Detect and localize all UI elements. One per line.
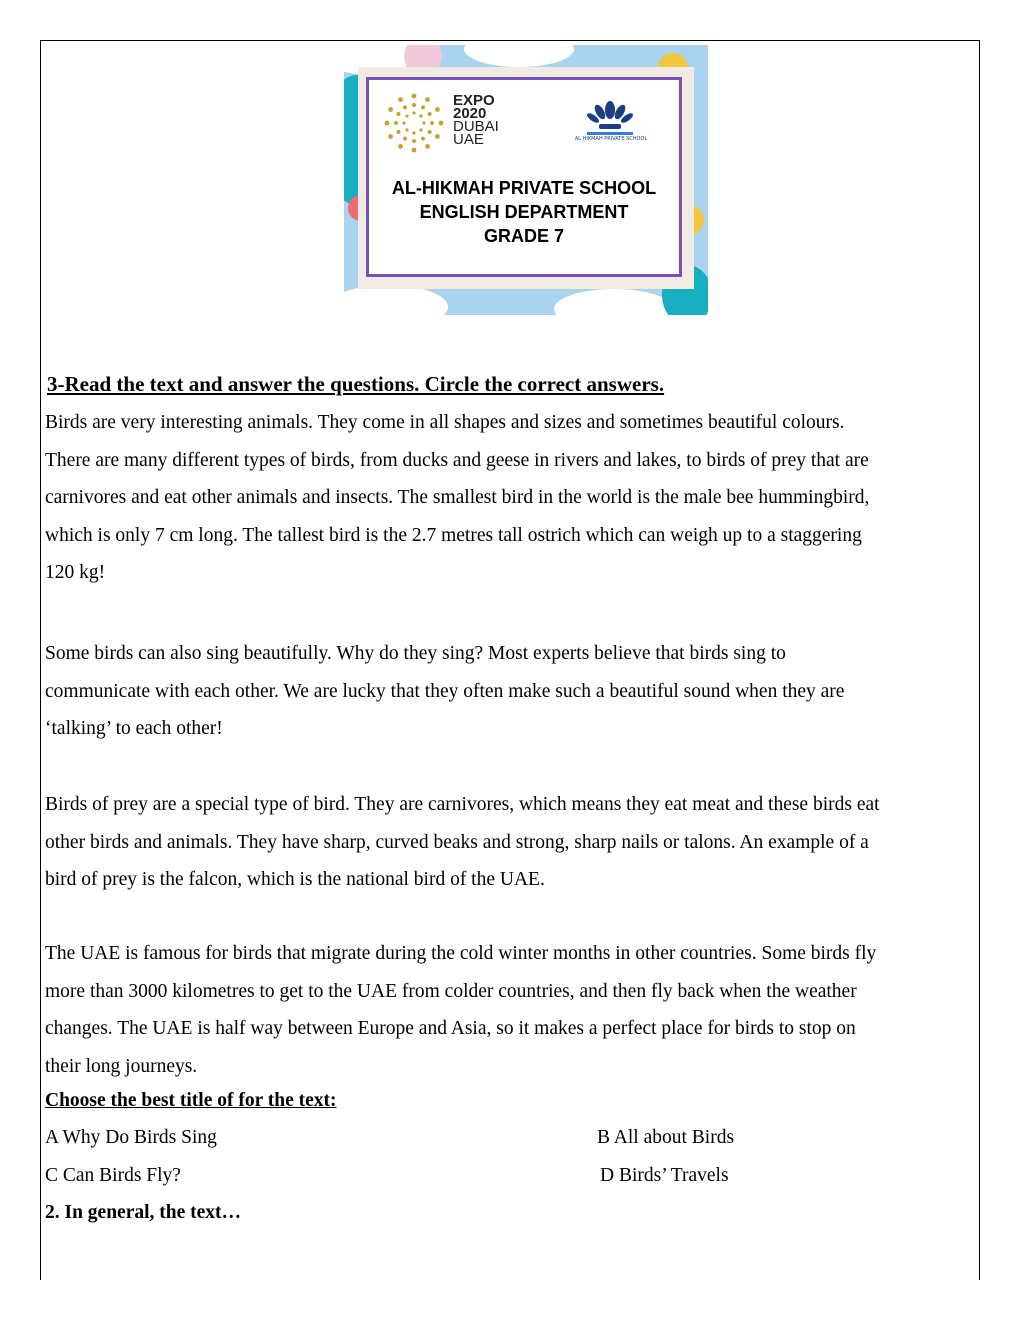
department-name: ENGLISH DEPARTMENT [419,202,629,222]
passage-line: Birds are very interesting animals. They come in all shapes and sizes and sometimes beautiful colours. [45,412,845,433]
grade-label: GRADE 7 [483,226,564,246]
option-d[interactable]: D Birds’ Travels [600,1165,729,1186]
option-b[interactable]: B All about Birds [597,1127,735,1148]
section-heading: 3-Read the text and answer the questions. Circle the correct answers. [47,372,665,396]
passage-line: bird of prey is the falcon, which is the national bird of the UAE. [45,869,545,890]
passage-line: communicate with each other. We are lucky that they often make such a beautiful sound when they are [45,680,845,702]
expo-logo-text: EXPO 2020 DUBAI UAE [453,92,499,148]
expo-2020-logo-icon [383,92,445,154]
school-logo-caption: AL HIKMAH PRIVATE SCHOOL [574,136,648,142]
passage-line: There are many different types of birds, from ducks and geese in rivers and lakes, to birds of prey that are [45,449,869,471]
passage-paragraph-3 [45,786,980,899]
passage-line: The UAE is famous for birds that migrate during the cold winter months in other countries. Some birds fly [45,943,877,964]
header-banner [344,45,708,315]
passage-line: Birds of prey are a special type of bird. They are carnivores, which means they eat meat and these birds eat [45,794,880,815]
passage-line: which is only 7 cm long. The tallest bird is the 2.7 metres tall ostrich which can weigh up to a staggering [45,524,862,546]
option-a[interactable]: A Why Do Birds Sing [45,1127,217,1148]
passage-paragraph-4 [45,935,980,1085]
school-name: AL-HIKMAH PRIVATE SCHOOL [391,178,657,198]
passage-line: 120 kg! [45,562,106,583]
question-1-prompt: Choose the best title of for the text: [45,1090,337,1111]
passage-line: more than 3000 kilometres to get to the UAE from colder countries, and then fly back when the weather [45,980,857,1002]
passage-line: ‘talking’ to each other! [45,718,223,739]
passage-line: Some birds can also sing beautifully. Why do they sing? Most experts believe that birds sing to [45,643,786,664]
option-c[interactable]: C Can Birds Fly? [45,1165,181,1186]
question-2-prompt: 2. In general, the text… [45,1202,242,1223]
passage-line: carnivores and eat other animals and insects. The smallest bird in the world is the male bee hummingbird, [45,487,870,508]
passage-line: changes. The UAE is half way between Europe and Asia, so it makes a perfect place for birds to stop on [45,1018,856,1039]
passage-paragraph-1 [45,404,980,592]
banner-title [369,176,679,248]
passage-paragraph-2 [45,635,980,748]
banner-card [366,77,682,277]
passage-line: other birds and animals. They have sharp, curved beaks and strong, sharp nails or talons. An example of a [45,831,869,853]
passage-line: their long journeys. [45,1055,198,1077]
